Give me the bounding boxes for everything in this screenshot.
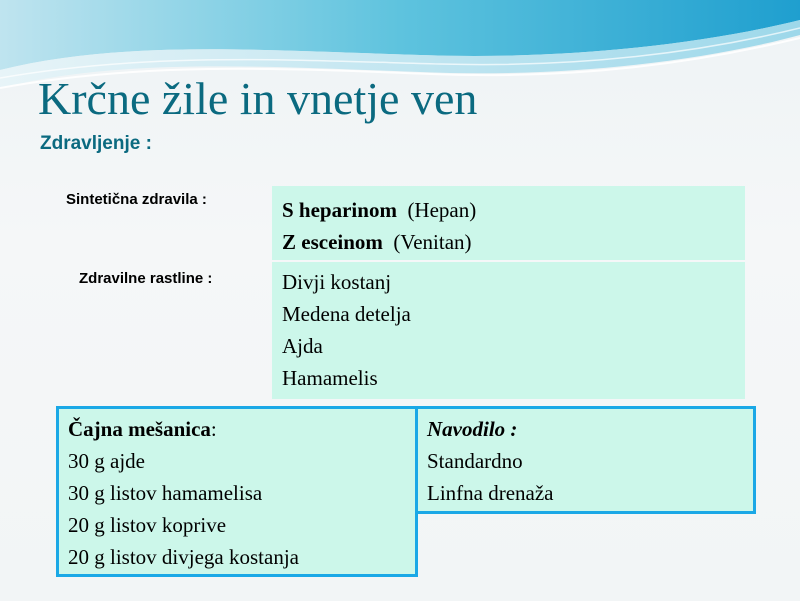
herb-item: Divji kostanj	[282, 270, 392, 294]
slide-subtitle: Zdravljenje :	[40, 133, 152, 154]
herb-item: Hamamelis	[282, 366, 378, 390]
tea-ingredient: 20 g listov divjega kostanja	[68, 545, 299, 569]
herb-item: Ajda	[282, 334, 323, 358]
tea-ingredient: 30 g ajde	[68, 449, 145, 473]
synthetic-drugs-box	[272, 186, 745, 260]
synthetic-drug-item: Z esceinom (Venitan)	[282, 230, 472, 254]
herb-item: Medena detelja	[282, 302, 411, 326]
instructions-box	[415, 406, 756, 514]
herbs-box	[272, 262, 745, 399]
synthetic-drugs-label: Sintetična zdravila :	[66, 191, 207, 208]
tea-mixture-box	[56, 406, 418, 577]
synthetic-drug-item: S heparinom (Hepan)	[282, 198, 477, 222]
herbs-label: Zdravilne rastline :	[79, 270, 213, 287]
instruction-item: Linfna drenaža	[427, 481, 554, 505]
tea-ingredient: 30 g listov hamamelisa	[68, 481, 263, 505]
tea-mixture-heading: Čajna mešanica:	[68, 417, 217, 441]
tea-ingredient: 20 g listov koprive	[68, 513, 227, 537]
instruction-item: Standardno	[427, 449, 523, 473]
instructions-heading: Navodilo :	[427, 417, 518, 441]
slide-title: Krčne žile in vnetje ven	[38, 73, 478, 124]
